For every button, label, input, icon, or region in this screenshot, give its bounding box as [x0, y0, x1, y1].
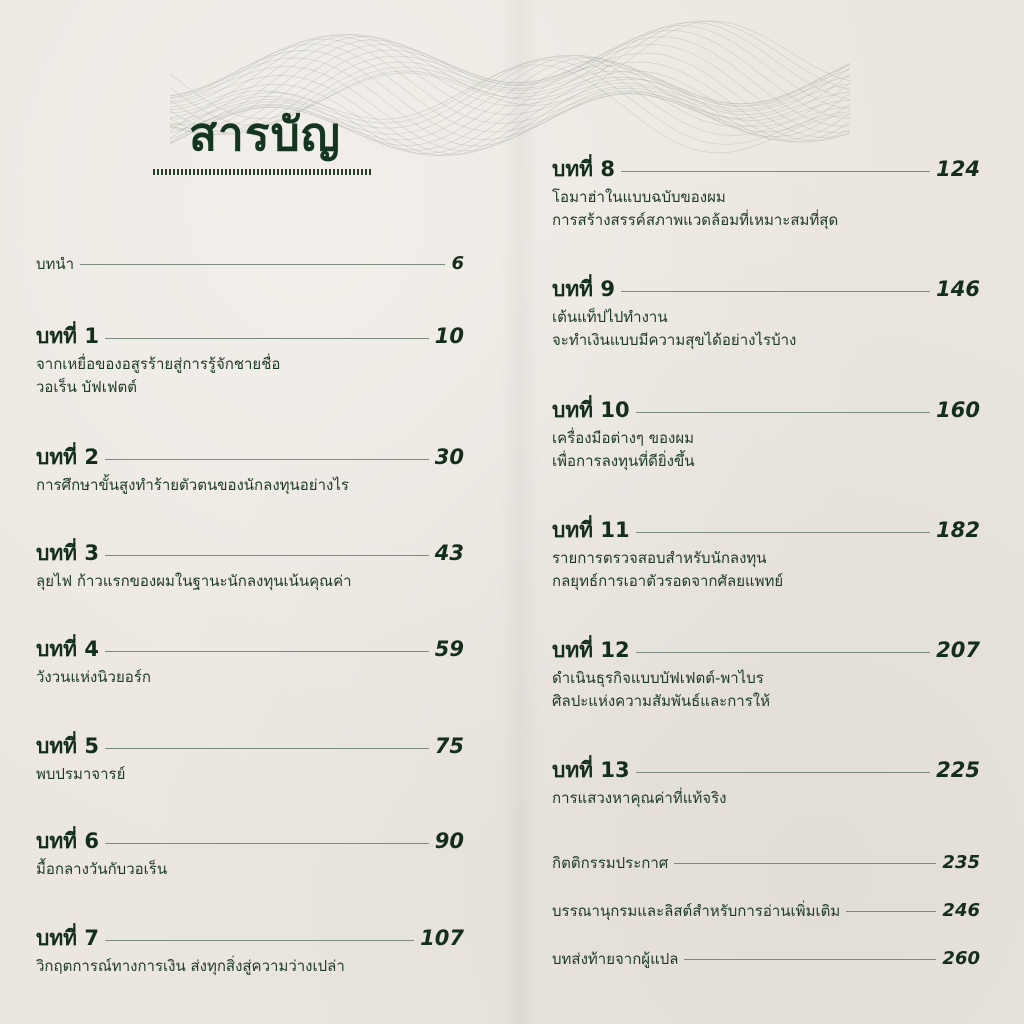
toc-subtitle: ดำเนินธุรกิจแบบบัฟเฟตต์-พาไบร — [552, 669, 764, 687]
toc-entry-chapter-5[interactable] — [36, 730, 464, 786]
toc-entry-acknowledgements[interactable] — [552, 851, 980, 875]
toc-subtitle: วังวนแห่งนิวยอร์ก — [36, 668, 151, 686]
toc-entry-translator-afterword[interactable] — [552, 947, 980, 971]
toc-subtitle: การศึกษาขั้นสูงทำร้ายตัวตนของนักลงทุนอย่างไร — [36, 476, 349, 494]
toc-subtitle: การสร้างสรรค์สภาพแวดล้อมที่เหมาะสมที่สุด — [552, 211, 839, 229]
leader-line — [105, 748, 429, 749]
toc-entry-chapter-2[interactable] — [36, 441, 464, 497]
toc-page: 182 — [936, 518, 980, 542]
toc-label: บทที่ 12 — [552, 638, 630, 662]
leader-line — [105, 940, 414, 941]
toc-page: 107 — [420, 926, 464, 950]
toc-page: 75 — [434, 734, 464, 758]
toc-entry-chapter-10[interactable] — [552, 394, 980, 473]
toc-label: บทที่ 10 — [552, 398, 630, 422]
toc-entry-bibliography[interactable] — [552, 899, 980, 923]
toc-page: 43 — [434, 541, 464, 565]
toc-page: 160 — [936, 398, 980, 422]
toc-subtitle: วิกฤตการณ์ทางการเงิน ส่งทุกสิ่งสู่ความว่างเปล่า — [36, 957, 345, 975]
toc-entry-chapter-6[interactable] — [36, 825, 464, 881]
toc-entry-chapter-7[interactable] — [36, 922, 464, 978]
toc-label: บทที่ 7 — [36, 926, 99, 950]
toc-label: บทที่ 4 — [36, 637, 99, 661]
toc-subtitle: ลุยไฟ ก้าวแรกของผมในฐานะนักลงทุนเน้นคุณค่า — [36, 572, 352, 590]
leader-line — [621, 291, 930, 292]
toc-subtitle: กลยุทธ์การเอาตัวรอดจากศัลยแพทย์ — [552, 572, 784, 590]
toc-page: 59 — [434, 637, 464, 661]
toc-page: 260 — [942, 948, 980, 969]
toc-subtitle: วอเร็น บัฟเฟตต์ — [36, 378, 138, 396]
toc-subtitle: โอมาฮ่าในแบบฉบับของผม — [552, 188, 726, 206]
toc-entry-chapter-9[interactable] — [552, 273, 980, 352]
toc-label: บทส่งท้ายจากผู้แปล — [552, 950, 679, 968]
toc-subtitle: จากเหยื่อของอสูรร้ายสู่การรู้จักชายชื่อ — [36, 355, 281, 373]
toc-label: บรรณานุกรมและลิสต์สำหรับการอ่านเพิ่มเติม — [552, 902, 841, 920]
leader-line — [105, 459, 429, 460]
toc-subtitle: เครื่องมือต่างๆ ของผม — [552, 429, 695, 447]
toc-page: 90 — [434, 829, 464, 853]
toc-page: 124 — [936, 157, 980, 181]
toc-page: 225 — [936, 758, 980, 782]
toc-subtitle: การแสวงหาคุณค่าที่แท้จริง — [552, 789, 727, 807]
toc-label: บทที่ 8 — [552, 157, 615, 181]
toc-page: 6 — [451, 253, 464, 274]
toc-label: บทที่ 6 — [36, 829, 99, 853]
leader-line — [621, 171, 930, 172]
toc-label: บทนำ — [36, 255, 75, 273]
leader-line — [846, 911, 936, 912]
toc-subtitle: รายการตรวจสอบสำหรับนักลงทุน — [552, 549, 767, 567]
toc-entry-chapter-3[interactable] — [36, 537, 464, 593]
toc-subtitle: เพื่อการลงทุนที่ดียิ่งขึ้น — [552, 452, 695, 470]
leader-line — [636, 412, 931, 413]
toc-subtitle: เต้นแท็ปไปทำงาน — [552, 308, 668, 326]
title-underline — [153, 169, 373, 175]
toc-label: บทที่ 1 — [36, 324, 99, 348]
leader-line — [636, 532, 931, 533]
leader-line — [636, 652, 931, 653]
toc-page: 235 — [942, 852, 980, 873]
toc-entry-chapter-13[interactable] — [552, 754, 980, 810]
toc-label: บทที่ 13 — [552, 758, 630, 782]
toc-entry-chapter-8[interactable] — [552, 153, 980, 232]
leader-line — [105, 651, 429, 652]
page-title: สารบัญ — [188, 107, 341, 161]
leader-line — [684, 959, 936, 960]
toc-subtitle: พบปรมาจารย์ — [36, 765, 126, 783]
leader-line — [674, 863, 936, 864]
toc-entry-intro[interactable] — [36, 252, 464, 276]
toc-label: บทที่ 9 — [552, 277, 615, 301]
toc-page: 246 — [942, 900, 980, 921]
toc-label: บทที่ 11 — [552, 518, 630, 542]
toc-label: บทที่ 3 — [36, 541, 99, 565]
toc-subtitle: จะทำเงินแบบมีความสุขได้อย่างไรบ้าง — [552, 331, 797, 349]
toc-label: บทที่ 2 — [36, 445, 99, 469]
toc-label: บทที่ 5 — [36, 734, 99, 758]
toc-label: กิตติกรรมประกาศ — [552, 854, 669, 872]
toc-entry-chapter-11[interactable] — [552, 514, 980, 593]
toc-entry-chapter-4[interactable] — [36, 633, 464, 689]
toc-subtitle: มื้อกลางวันกับวอเร็น — [36, 860, 168, 878]
toc-subtitle: ศิลปะแห่งความสัมพันธ์และการให้ — [552, 692, 770, 710]
toc-entry-chapter-1[interactable] — [36, 320, 464, 399]
leader-line — [105, 843, 429, 844]
leader-line — [105, 555, 429, 556]
leader-line — [105, 338, 429, 339]
toc-entry-chapter-12[interactable] — [552, 634, 980, 713]
toc-page: 10 — [434, 324, 464, 348]
toc-page: 146 — [936, 277, 980, 301]
toc-page: 30 — [434, 445, 464, 469]
leader-line — [636, 772, 931, 773]
toc-page: 207 — [936, 638, 980, 662]
leader-line — [80, 264, 445, 265]
